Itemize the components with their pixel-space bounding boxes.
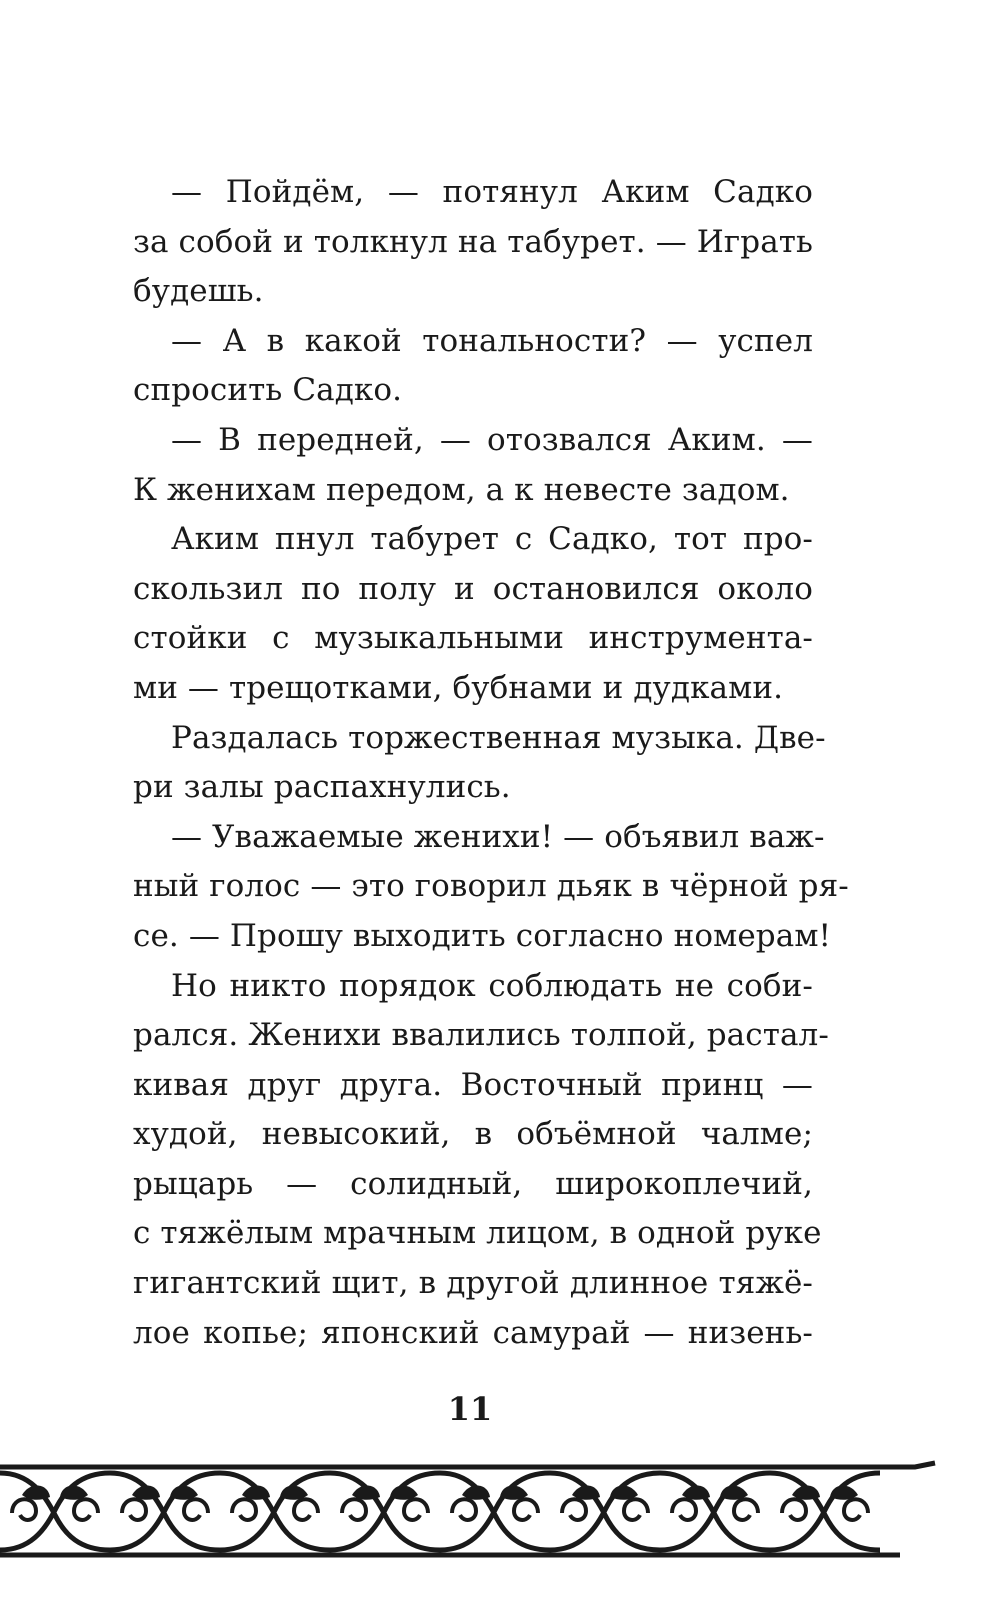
text-line: рался. Женихи ввалились толпой, растал- [133, 1017, 829, 1054]
text-line: будешь. [133, 273, 264, 310]
vine-border-icon [0, 1455, 940, 1565]
text-line: с тяжёлым мрачным лицом, в одной руке [133, 1215, 822, 1252]
text-line: кивая друг друга. Восточный принц — [133, 1066, 813, 1103]
text-line: се. — Прошу выходить согласно номерам! [133, 917, 832, 954]
book-text [133, 168, 849, 1358]
text-line: ный голос — это говорил дьяк в чёрной ря- [133, 868, 849, 905]
text-line: — В передней, — отозвался Аким. — [171, 421, 813, 458]
text-line: — Уважаемые женихи! — объявил важ- [171, 818, 825, 855]
text-line: Аким пнул табурет с Садко, тот про- [171, 521, 813, 558]
text-line: спросить Садко. [133, 372, 403, 409]
text-line: К женихам передом, а к невесте задом. [133, 471, 790, 508]
text-line: — Пойдём, — потянул Аким Садко [171, 174, 813, 210]
text-line: ри залы распахнулись. [133, 769, 511, 806]
text-line: ми — трещотками, бубнами и дудками. [133, 669, 784, 706]
text-line: — А в какой тональности? — успел [171, 322, 813, 359]
text-line: за собой и толкнул на табурет. — Играть [133, 223, 813, 260]
text-line: Раздалась торжественная музыка. Две- [171, 719, 826, 756]
text-line: рыцарь — солидный, широкоплечий, [133, 1165, 813, 1202]
text-line: худой, невысокий, в объёмной чалме; [133, 1116, 813, 1153]
text-line: скользил по полу и остановился около [133, 570, 813, 607]
text-line: гигантский щит, в другой длинное тяжё- [133, 1265, 813, 1302]
text-line: стойки с музыкальными инструмента- [133, 620, 813, 657]
text-line: лое копье; японский самурай — низень- [133, 1314, 813, 1351]
text-line: Но никто порядок соблюдать не соби- [171, 967, 813, 1004]
page-number: 11 [447, 1390, 493, 1428]
